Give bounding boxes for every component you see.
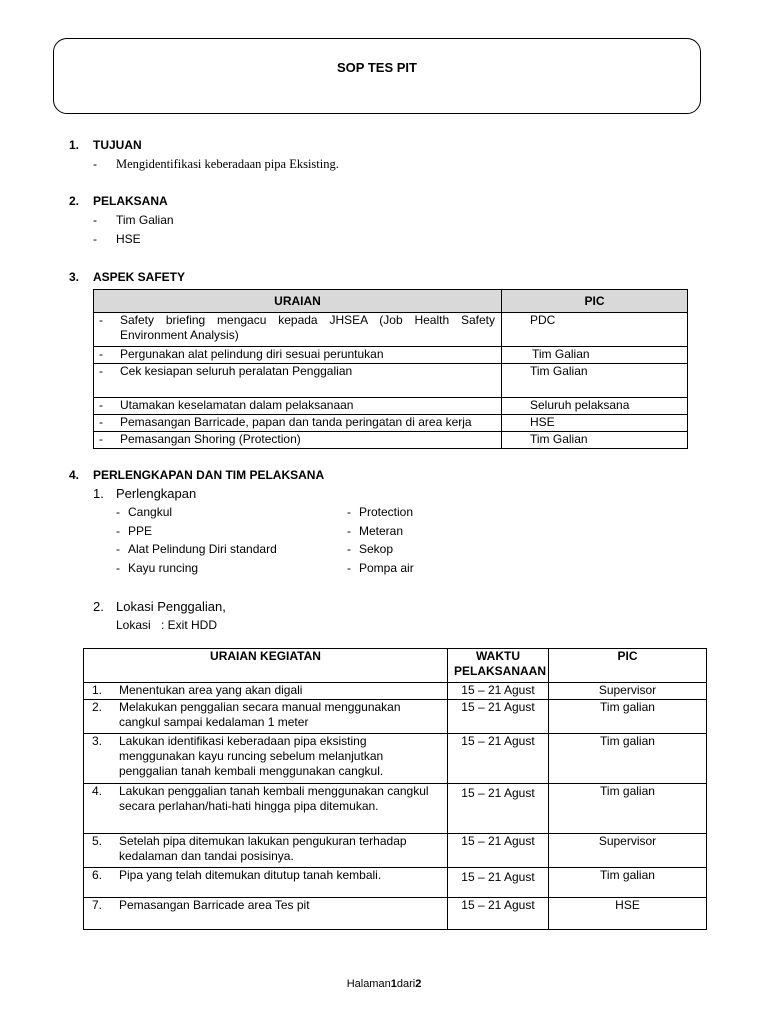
row-number: 7. [92, 898, 103, 912]
safety-header-pic: PIC [502, 290, 688, 313]
table-row [94, 398, 688, 415]
kegiatan-pic-cell: Tim galian [549, 784, 707, 834]
row-number: 3. [92, 734, 103, 748]
kegiatan-header-waktu: WAKTU PELAKSANAAN [448, 649, 549, 683]
row-dash: - [99, 415, 103, 429]
kegiatan-waktu-cell: 15 – 21 Agust [448, 784, 549, 834]
safety-uraian-cell: Pergunakan alat pelindung diri sesuai peruntukan [120, 347, 384, 361]
kegiatan-uraian-cell: Lakukan identifikasi keberadaan pipa eksisting menggunakan kayu runcing sebelum melanjutkan penggalian tanah kembali menggunakan cangkul. [119, 734, 384, 778]
title-box [53, 38, 701, 114]
section-3-title: ASPEK SAFETY [93, 270, 186, 284]
list-item: Protection [359, 505, 414, 519]
list-item-dash: - [116, 505, 120, 519]
kegiatan-uraian-cell: Menentukan area yang akan digali [119, 683, 303, 697]
kegiatan-waktu-cell: 15 – 21 Agust [448, 683, 549, 700]
table-row [94, 347, 688, 364]
kegiatan-pic-cell: HSE [549, 898, 707, 930]
kegiatan-waktu-cell: 15 – 21 Agust [448, 834, 549, 868]
list-item: Pompa air [359, 561, 414, 575]
safety-header-row [94, 290, 688, 313]
list-item: Kayu runcing [128, 561, 199, 575]
list-item: Cangkul [128, 505, 173, 519]
kegiatan-header-row [84, 649, 707, 683]
safety-uraian-cell: Cek kesiapan seluruh peralatan Penggalian [120, 364, 353, 378]
table-row [94, 313, 688, 347]
list-item-dash: - [347, 561, 351, 575]
list-item-dash: - [347, 542, 351, 556]
kegiatan-uraian-cell: Setelah pipa ditemukan lakukan pengukuran terhadap kedalaman dan tandai posisinya. [119, 834, 407, 863]
section-2-item: Tim Galian [116, 213, 174, 227]
list-item-dash: - [116, 561, 120, 575]
safety-uraian-cell: Utamakan keselamatan dalam pelaksanaan [120, 398, 354, 412]
perlengkapan-title: Perlengkapan [116, 486, 197, 501]
section-1-title: TUJUAN [93, 138, 142, 152]
section-3-number: 3. [69, 270, 80, 284]
row-dash: - [99, 347, 103, 361]
row-dash: - [99, 313, 103, 327]
page-footer [0, 977, 768, 992]
row-dash: - [99, 398, 103, 412]
lokasi-number: 2. [93, 599, 104, 614]
kegiatan-waktu-cell: 15 – 21 Agust [448, 898, 549, 930]
kegiatan-header-pic: PIC [549, 649, 707, 683]
table-row [84, 834, 707, 868]
footer-current-page: 1 [390, 978, 397, 990]
row-number: 2. [92, 700, 103, 714]
footer-separator: dari [396, 978, 416, 990]
table-row [94, 364, 688, 398]
kegiatan-pic-cell: Supervisor [549, 683, 707, 700]
section-1-number: 1. [69, 138, 80, 152]
kegiatan-pic-cell: Tim galian [549, 868, 707, 898]
safety-table [93, 289, 688, 449]
safety-uraian-cell: Safety briefing mengacu kepada JHSEA (Job Health Safety Environment Analysis) [120, 313, 495, 342]
section-2-number: 2. [69, 194, 80, 208]
row-number: 1. [92, 683, 103, 697]
kegiatan-table [83, 648, 707, 930]
table-row [84, 898, 707, 930]
table-row [84, 734, 707, 784]
list-item-dash: - [347, 524, 351, 538]
kegiatan-waktu-cell: 15 – 21 Agust [448, 700, 549, 734]
kegiatan-uraian-cell: Pemasangan Barricade area Tes pit [119, 898, 310, 912]
row-number: 6. [92, 868, 103, 882]
kegiatan-pic-cell: Supervisor [549, 834, 707, 868]
safety-pic-cell: Tim Galian [502, 432, 688, 449]
table-row [94, 432, 688, 449]
list-item: Sekop [359, 542, 394, 556]
footer-label: Halaman [346, 978, 391, 990]
page-title: SOP TES PIT [337, 60, 417, 75]
section-2-title: PELAKSANA [93, 194, 168, 208]
section-2-bullet: - [93, 213, 97, 227]
section-2-bullet: - [93, 232, 97, 246]
row-number: 5. [92, 834, 103, 848]
lokasi-label: Lokasi [116, 618, 151, 632]
section-2-item: HSE [116, 232, 141, 246]
kegiatan-pic-cell: Tim galian [549, 700, 707, 734]
safety-pic-cell: PDC [502, 313, 688, 347]
row-number: 4. [92, 784, 103, 798]
list-item: PPE [128, 524, 153, 538]
section-4-title: PERLENGKAPAN DAN TIM PELAKSANA [93, 468, 325, 482]
kegiatan-pic-cell: Tim galian [549, 734, 707, 784]
perlengkapan-number: 1. [93, 486, 104, 501]
table-row [94, 415, 688, 432]
table-row [84, 784, 707, 834]
section-4-number: 4. [69, 468, 80, 482]
lokasi-value: : Exit HDD [161, 618, 218, 632]
safety-header-uraian: URAIAN [94, 290, 502, 313]
row-dash: - [99, 364, 103, 378]
kegiatan-header-uraian: URAIAN KEGIATAN [84, 649, 448, 683]
section-1-bullet: - [93, 157, 97, 171]
table-row [84, 683, 707, 700]
kegiatan-uraian-cell: Pipa yang telah ditemukan ditutup tanah kembali. [119, 868, 382, 882]
safety-pic-cell: Tim Galian [502, 347, 688, 364]
footer-total-pages: 2 [415, 978, 422, 990]
safety-pic-cell: Tim Galian [502, 364, 688, 398]
table-row [84, 868, 707, 898]
kegiatan-uraian-cell: Lakukan penggalian tanah kembali menggunakan cangkul secara perlahan/hati-hati hingga pipa ditemukan. [119, 784, 429, 813]
list-item-dash: - [116, 524, 120, 538]
list-item: Alat Pelindung Diri standard [128, 542, 277, 556]
safety-pic-cell: Seluruh pelaksana [502, 398, 688, 415]
kegiatan-waktu-cell: 15 – 21 Agust [448, 868, 549, 898]
list-item-dash: - [116, 542, 120, 556]
table-row [84, 700, 707, 734]
safety-pic-cell: HSE [502, 415, 688, 432]
kegiatan-uraian-cell: Melakukan penggalian secara manual menggunakan cangkul sampai kedalaman 1 meter [119, 700, 401, 729]
safety-uraian-cell: Pemasangan Barricade, papan dan tanda peringatan di area kerja [120, 415, 472, 429]
section-1-item: Mengidentifikasi keberadaan pipa Eksisting. [116, 157, 339, 171]
list-item-dash: - [347, 505, 351, 519]
row-dash: - [99, 432, 103, 446]
kegiatan-waktu-cell: 15 – 21 Agust [448, 734, 549, 784]
lokasi-title: Lokasi Penggalian, [116, 599, 226, 614]
safety-uraian-cell: Pemasangan Shoring (Protection) [120, 432, 301, 446]
list-item: Meteran [359, 524, 404, 538]
